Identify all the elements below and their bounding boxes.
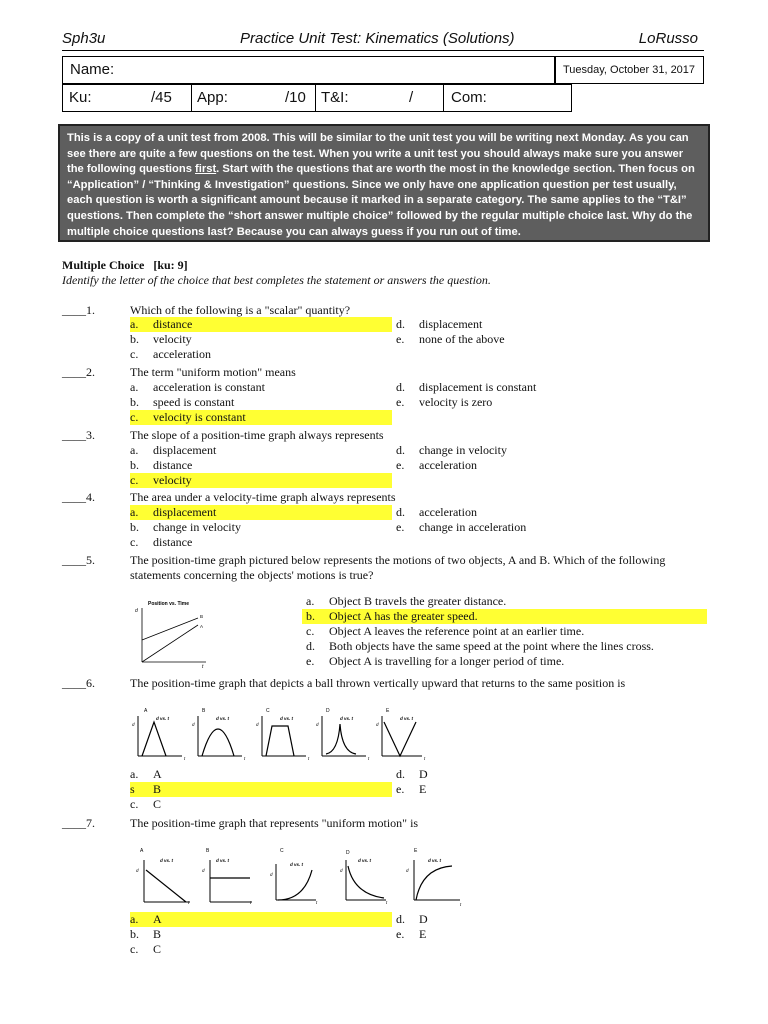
graph-b [202, 848, 252, 905]
svg-text:d: d [376, 722, 379, 727]
svg-text:t: t [244, 756, 246, 761]
option-c[interactable]: c. velocity is constant [130, 410, 392, 425]
page-title: Practice Unit Test: Kinematics (Solutions) [240, 30, 515, 47]
position-time-graph [134, 594, 212, 672]
svg-text:d: d [192, 722, 195, 727]
svg-text:d vs. t: d vs. t [280, 716, 294, 721]
svg-text:d: d [340, 868, 343, 873]
graph-e [406, 848, 462, 907]
question-stem: Which of the following is a "scalar" quantity? [130, 303, 351, 317]
section-marks: [ku: 9] [153, 258, 188, 272]
date-box [554, 56, 704, 84]
com-label: Com: [451, 89, 487, 106]
line-b [142, 618, 198, 640]
svg-text:d vs. t: d vs. t [156, 716, 170, 721]
app-label: App: [197, 89, 228, 106]
svg-text:B: B [206, 848, 210, 854]
graph-a [136, 848, 190, 905]
svg-text:E: E [414, 848, 418, 854]
ku-label: Ku: [69, 89, 92, 106]
question-stem: The position-time graph that represents "uniform motion" is [130, 816, 419, 830]
question-number[interactable]: ____2. [62, 365, 95, 379]
svg-text:t: t [316, 900, 318, 905]
svg-text:d vs. t: d vs. t [400, 716, 414, 721]
question-number[interactable]: ____4. [62, 490, 95, 504]
graph-e [376, 708, 426, 761]
svg-text:t: t [386, 900, 388, 905]
page-header [62, 28, 704, 51]
name-field[interactable] [62, 56, 556, 84]
svg-text:D: D [346, 850, 350, 856]
graph-d [340, 850, 388, 905]
question-stem: The position-time graph pictured below represents the motions of two objects, A and B. Which of the following statements concerning the objects' motions is true? [130, 553, 666, 582]
svg-text:A: A [144, 708, 148, 714]
ku-total: /45 [151, 89, 172, 106]
svg-text:t: t [424, 756, 426, 761]
svg-text:d: d [136, 868, 139, 873]
svg-text:D: D [326, 708, 330, 714]
name-label: Name: [70, 61, 115, 78]
svg-text:d vs. t: d vs. t [160, 858, 174, 863]
svg-text:t: t [368, 756, 370, 761]
svg-text:C: C [266, 708, 270, 714]
question-stem: The slope of a position-time graph always represents [130, 428, 384, 442]
question-number[interactable]: ____3. [62, 428, 95, 442]
ti-total: / [409, 89, 414, 106]
question-number[interactable]: ____1. [62, 303, 95, 317]
svg-text:t: t [184, 756, 186, 761]
marks-row [62, 84, 572, 112]
svg-text:t: t [308, 756, 310, 761]
option-c[interactable]: c. velocity [130, 473, 392, 488]
svg-text:d: d [270, 872, 273, 877]
svg-text:E: E [386, 708, 390, 714]
question-stem: The position-time graph that depicts a ball thrown vertically upward that returns to the same position is [130, 676, 626, 690]
svg-text:A: A [200, 624, 204, 629]
svg-text:t: t [202, 664, 204, 670]
question-number[interactable]: ____6. [62, 676, 95, 690]
svg-text:d: d [132, 722, 135, 727]
section-instructions: Identify the letter of the choice that best completes the statement or answers the question. [62, 273, 491, 287]
course-code: Sph3u [62, 30, 106, 47]
question-stem: The term "uniform motion" means [130, 365, 296, 379]
graph-b [192, 708, 246, 761]
svg-text:d vs. t: d vs. t [216, 858, 230, 863]
question-number[interactable]: ____5. [62, 553, 95, 567]
svg-text:d: d [406, 868, 409, 873]
svg-text:d: d [135, 608, 138, 614]
graph-c [256, 708, 310, 761]
section-title: Multiple Choice [ku: 9] [62, 258, 188, 272]
svg-text:d: d [256, 722, 259, 727]
option-a[interactable]: a. distance [130, 317, 392, 332]
option-a[interactable]: a. A [130, 912, 392, 927]
question-number[interactable]: ____7. [62, 816, 95, 830]
graph-title: Position vs. Time [148, 601, 190, 607]
graph-d [316, 708, 370, 761]
svg-text:d vs. t: d vs. t [358, 858, 372, 863]
line-a [142, 625, 198, 662]
svg-text:d: d [316, 722, 319, 727]
svg-text:d vs. t: d vs. t [216, 716, 230, 721]
q6-graph-row [130, 704, 430, 764]
app-total: /10 [285, 89, 306, 106]
question-stem: The area under a velocity-time graph always represents [130, 490, 396, 504]
svg-text:t: t [460, 902, 462, 907]
svg-text:d: d [202, 868, 205, 873]
svg-text:d vs. t: d vs. t [340, 716, 354, 721]
svg-text:d vs. t: d vs. t [428, 858, 442, 863]
svg-text:B: B [202, 708, 206, 714]
teacher-name: LoRusso [638, 30, 698, 47]
option-b[interactable]: b. Object A has the greater speed. [302, 609, 707, 624]
emphasis-first: first [195, 163, 217, 176]
graph-c [270, 848, 318, 905]
svg-text:A: A [140, 848, 144, 854]
option-b[interactable]: s B [130, 782, 392, 797]
test-date: Tuesday, October 31, 2017 [562, 64, 696, 76]
graph-a [132, 708, 186, 761]
svg-text:d vs. t: d vs. t [290, 862, 304, 867]
ti-label: T&I: [321, 89, 349, 106]
option-a[interactable]: a. displacement [130, 505, 392, 520]
instructions-notice: This is a copy of a unit test from 2008. This will be similar to the unit test you will be writing next Monday. As you can see there are quite a few questions on the test. When you write a unit test you should always make sure you answer the following questions first. Start with the questions that are worth the most in the knowledge section. Then focus on “Application” / “Thinking & Investigation” questions. Since we only have one application question per test usually, each question is worth a significant amount because it marked in a separate category. The same applies to the “T&I” questions. Then complete the “short answer multiple choice” followed by the regular multiple choice last. Why do the multiple choice questions last? Because you can always guess if you run out of time. [58, 124, 710, 242]
q7-graph-row [134, 844, 474, 910]
svg-text:C: C [280, 848, 284, 854]
svg-text:B: B [200, 614, 204, 619]
